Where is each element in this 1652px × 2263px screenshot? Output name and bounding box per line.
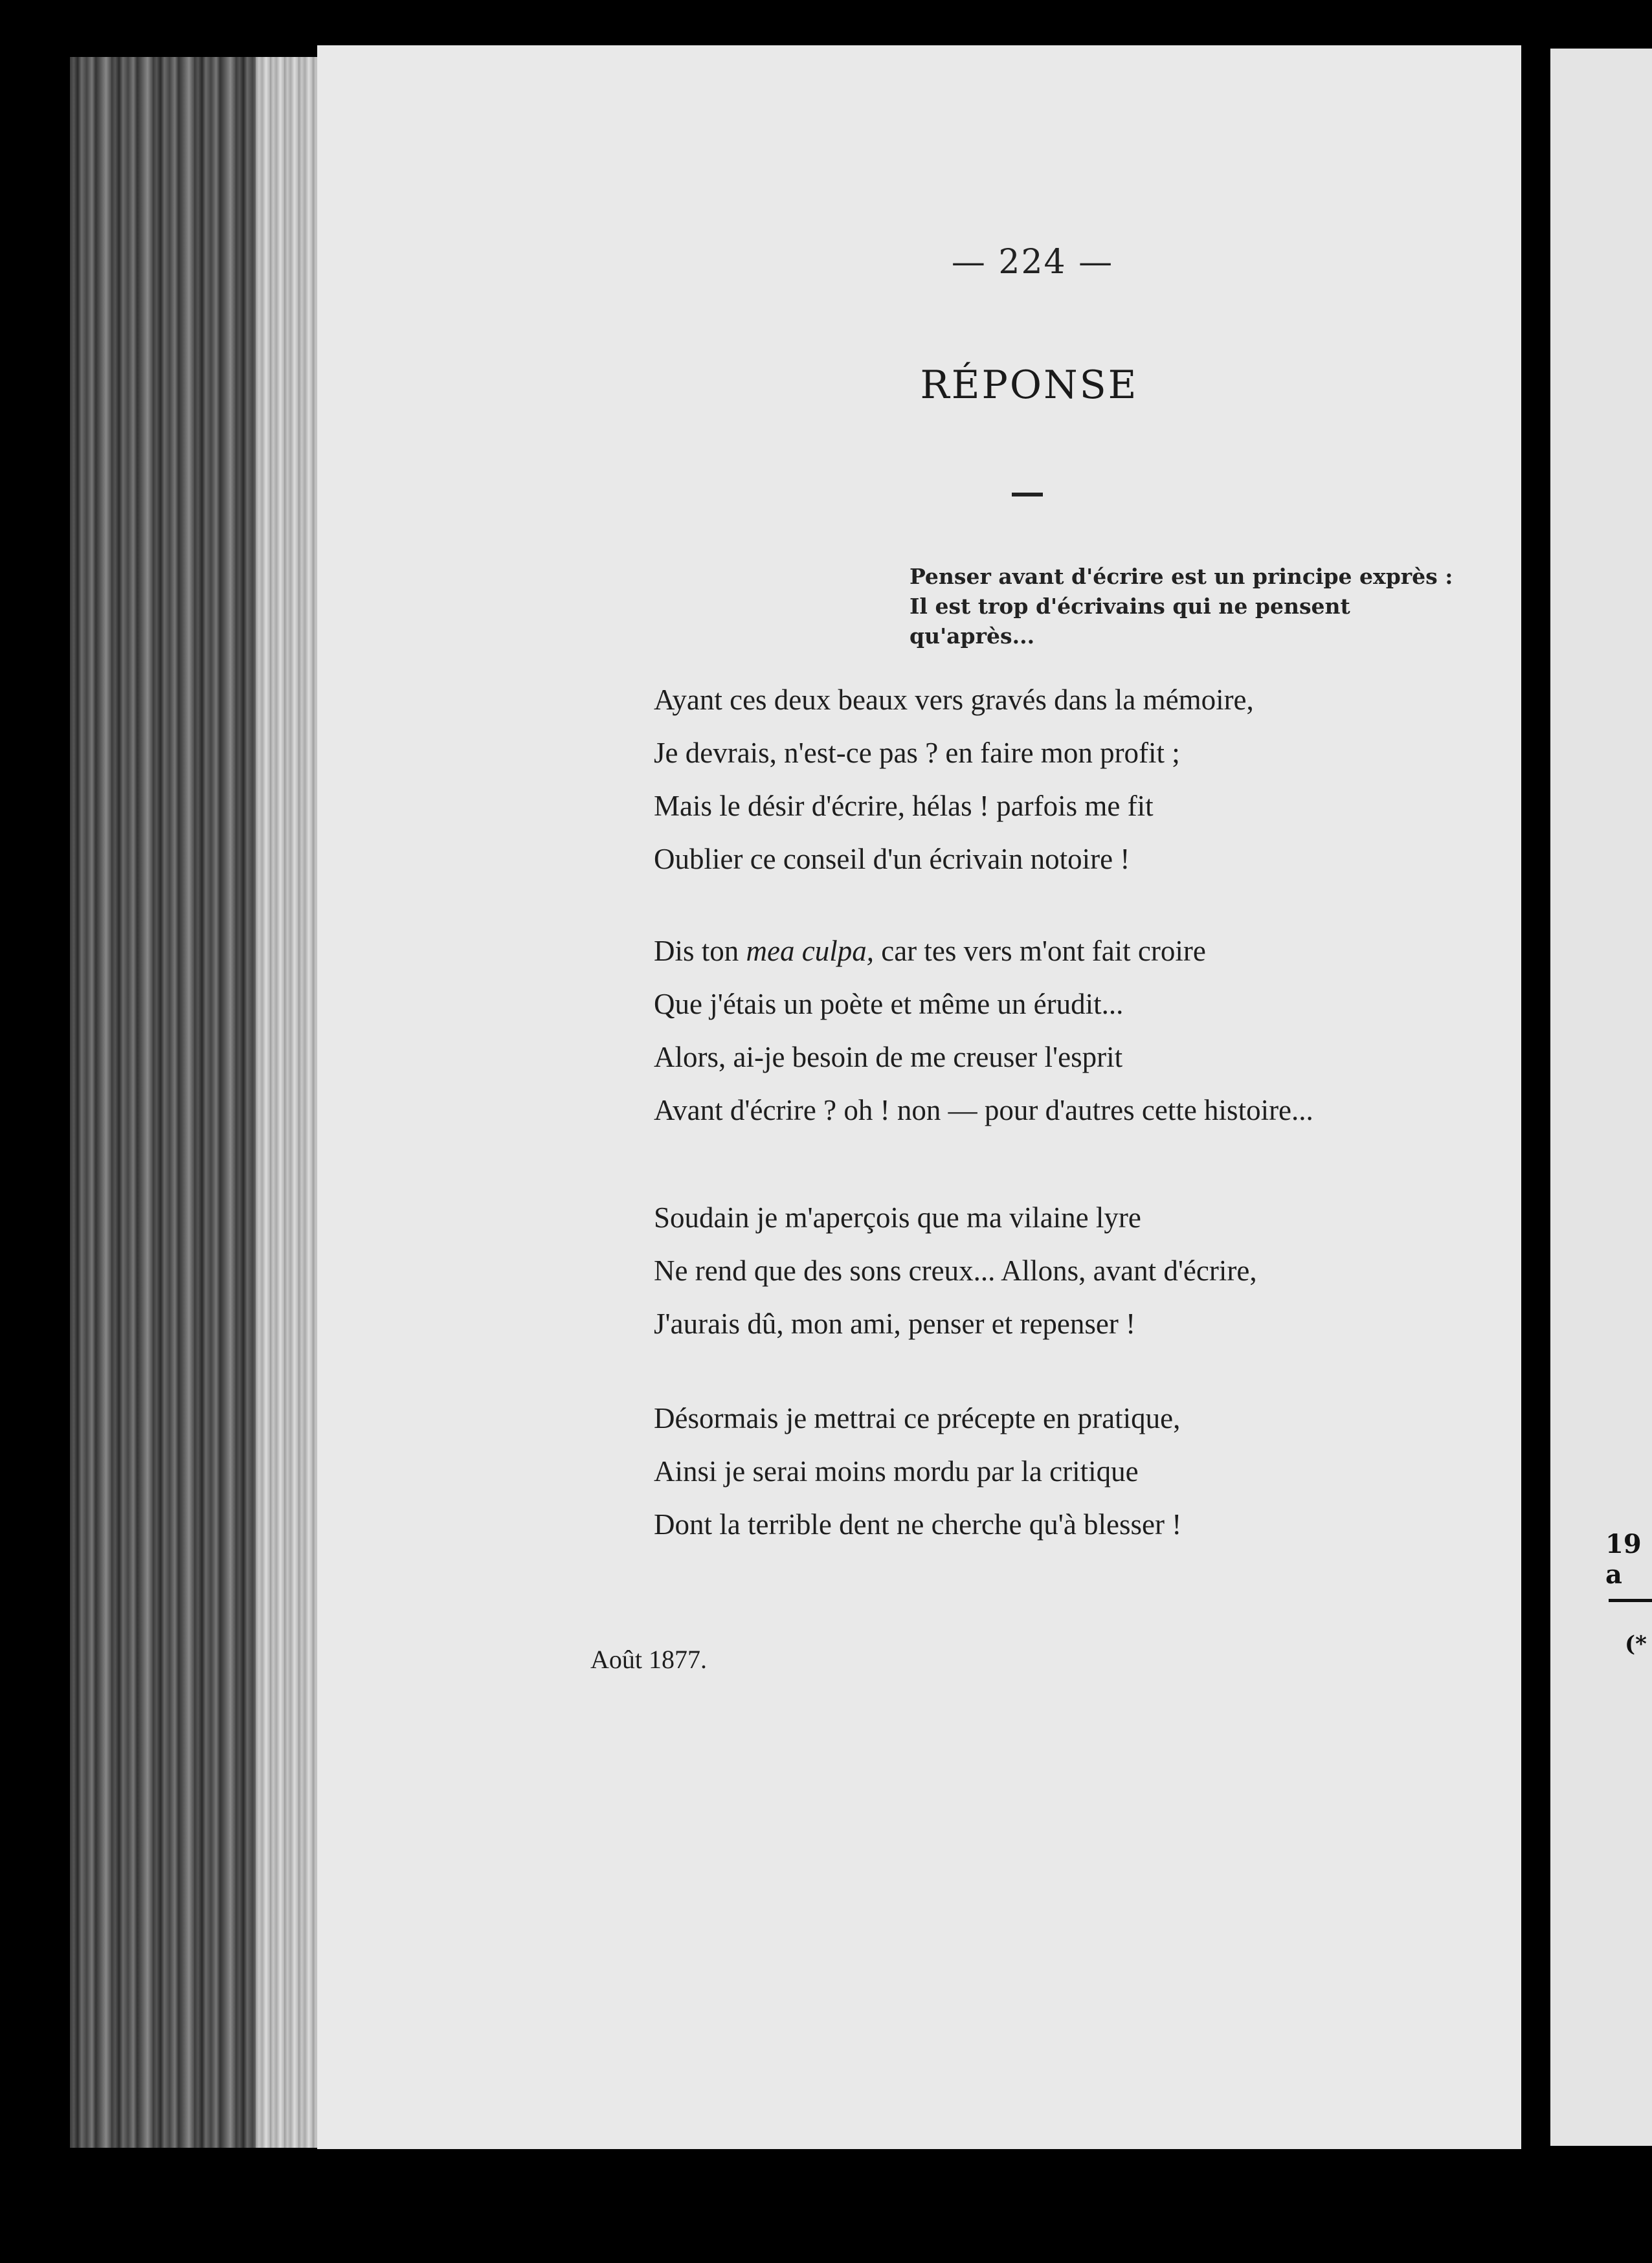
epigraph-line: Penser avant d'écrire est un principe exprès : [910,564,1453,589]
verse-line: Soudain je m'aperçois que ma vilaine lyre [654,1201,1141,1234]
verse-line [654,924,1495,977]
verse-text: Dis ton [654,935,746,967]
epigraph [910,562,1479,651]
title-rule [1012,493,1043,496]
verse-line: Dont la terrible dent ne cherche qu'à blesser ! [654,1508,1182,1541]
right-page-text-1: 19 a [1605,1529,1642,1590]
poem-date: Août 1877. [590,1645,707,1674]
book-page-edges-light [256,57,320,2148]
stanza-4 [654,1392,1495,1551]
verse-italic: mea culpa, [746,935,874,967]
verse-line: Ayant ces deux beaux vers gravés dans la mémoire, [654,684,1254,716]
stanza-3 [654,1191,1495,1350]
verse-line: Oublier ce conseil d'un écrivain notoire ! [654,843,1130,875]
right-page-fragment [1550,49,1652,2146]
verse-line: Que j'étais un poète et même un érudit... [654,988,1124,1020]
verse-line: Désormais je mettrai ce précepte en pratique, [654,1402,1181,1434]
verse-line: Alors, ai-je besoin de me creuser l'esprit [654,1041,1123,1073]
verse-line: Ainsi je serai moins mordu par la critique [654,1455,1139,1488]
verse-line: Avant d'écrire ? oh ! non — pour d'autres cette histoire... [654,1094,1313,1126]
verse-line: Ne rend que des sons creux... Allons, avant d'écrire, [654,1254,1257,1287]
poem-title: RÉPONSE [920,362,1139,408]
verse-line: Mais le désir d'écrire, hélas ! parfois me fit [654,790,1154,822]
stanza-1 [654,673,1495,886]
right-page-text-2: (* [1625,1631,1647,1657]
epigraph-line: Il est trop d'écrivains qui ne pensent qu'après... [910,594,1350,649]
verse-text: car tes vers m'ont fait croire [873,935,1206,967]
right-page-rule [1609,1599,1652,1602]
page-number: — 224 — [951,243,1114,282]
verse-line: Je devrais, n'est-ce pas ? en faire mon profit ; [654,737,1180,769]
stanza-2 [654,924,1495,1137]
verse-line: J'aurais dû, mon ami, penser et repenser ! [654,1308,1136,1340]
